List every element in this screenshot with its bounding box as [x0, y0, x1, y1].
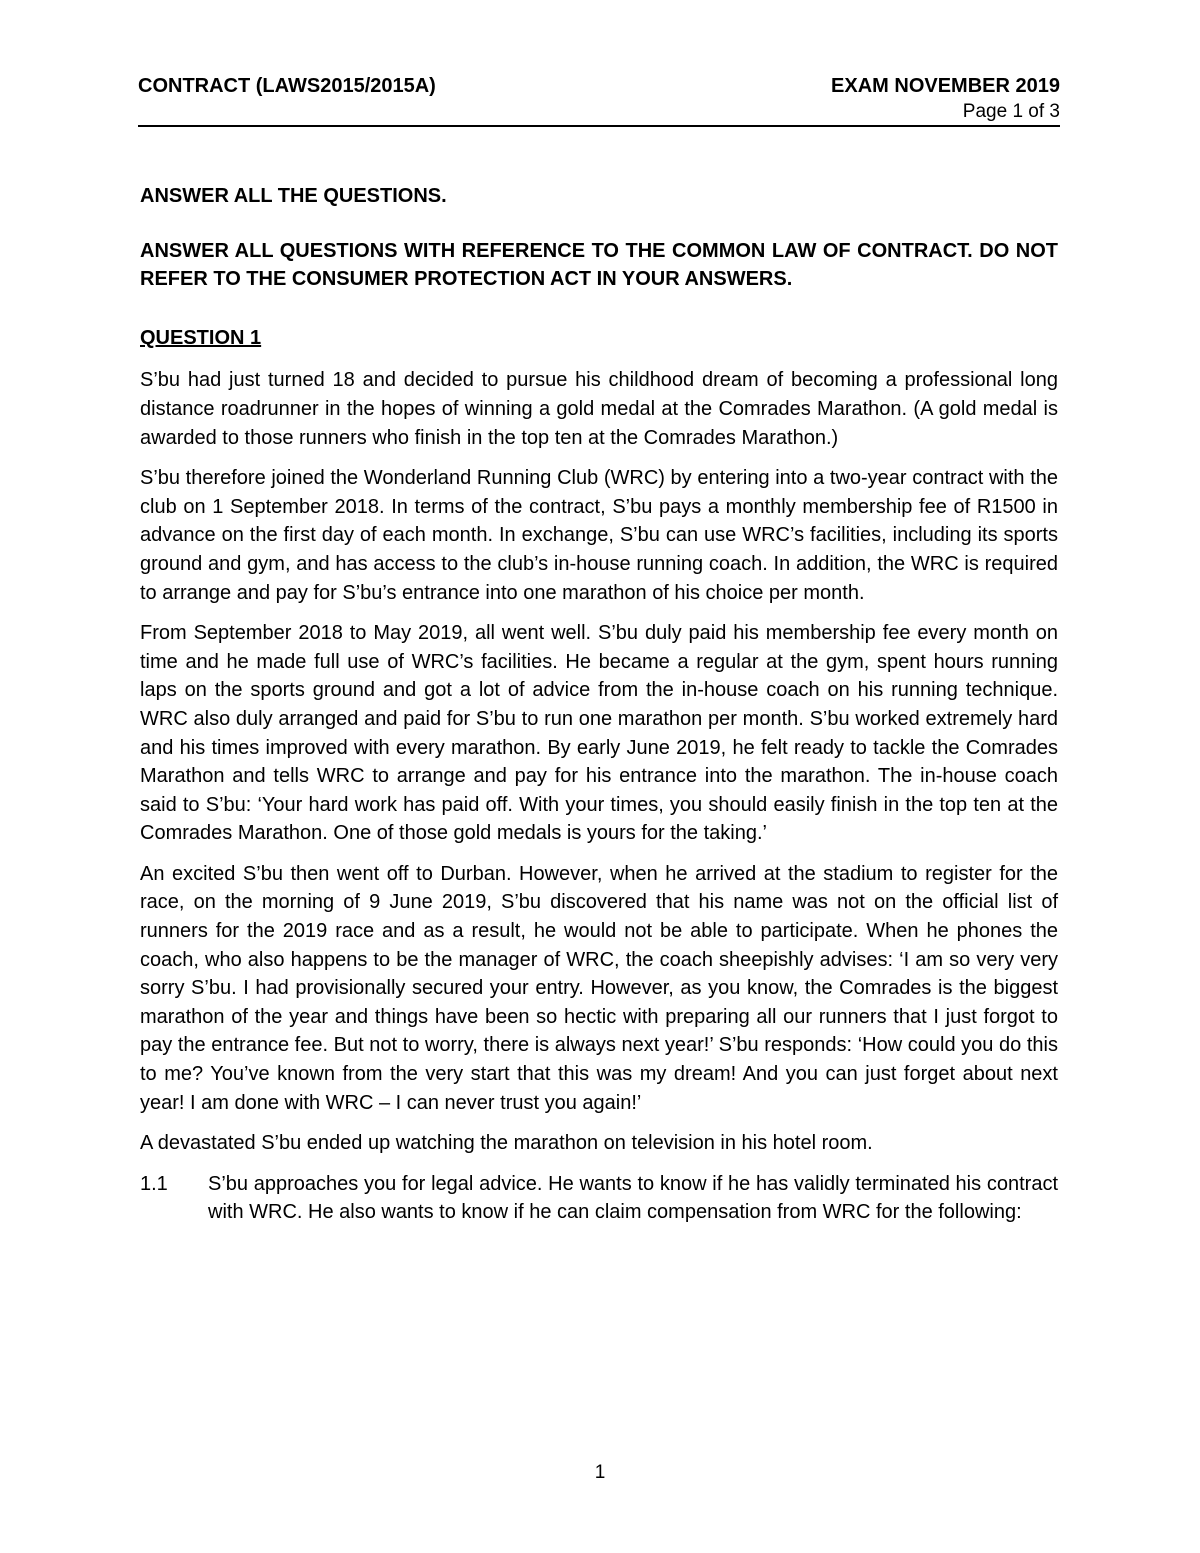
question-1-paragraph-4: An excited S’bu then went off to Durban. However, when he arrived at the stadium to register for the race, on the morning of 9 June 2019, S’bu discovered that his name was not on the official list of runners for the 2019 race and as a result, he would not be able to participate. When he phones the coach, who also happens to be the manager of WRC, the coach sheepishly advises: ‘I am so very very sorry S’bu. I had provisionally secured your entry. However, as you know, the Comrades is the biggest marathon of the year and things have been so hectic with preparing all our runners that I just forgot to pay the entrance fee. But not to worry, there is always next year!’ S’bu responds: ‘How could you do this to me? You’ve known from the very start that this was my dream! And you can just forget about next year! I am done with WRC – I can never trust you again!’	[140, 862, 1058, 1114]
question-1-paragraph-1: S’bu had just turned 18 and decided to pursue his childhood dream of becoming a professional long distance roadrunner in the hopes of winning a gold medal at the Comrades Marathon. (A gold medal is awarded to those runners who finish in the top ten at the Comrades Marathon.)	[140, 369, 1058, 449]
question-1-paragraph-3: From September 2018 to May 2019, all went well. S’bu duly paid his membership fee every month on time and he made full use of WRC’s facilities. He became a regular at the gym, spent hours running laps on the sports ground and got a lot of advice from the in-house coach on his running technique. WRC also duly arranged and paid for S’bu to run one marathon per month. S’bu worked extremely hard and his times improved with every marathon. By early June 2019, he felt ready to tackle the Comrades Marathon and tells WRC to arrange and pay for his entrance into the marathon. The in-house coach said to S’bu: ‘Your hard work has paid off. With your times, you should easily finish in the top ten at the Comrades Marathon. One of those gold medals is yours for the taking.’	[140, 622, 1058, 845]
page-number: 1	[594, 1462, 606, 1483]
question-1-paragraph-5: A devastated S’bu ended up watching the marathon on television in his hotel room.	[140, 1132, 873, 1155]
question-1-heading: QUESTION 1	[140, 326, 262, 349]
instruction-2: ANSWER ALL QUESTIONS WITH REFERENCE TO THE COMMON LAW OF CONTRACT. DO NOT REFER TO THE CONSUMER PROTECTION ACT IN YOUR ANSWERS.	[140, 239, 1058, 291]
sub-question-number: 1.1	[140, 1172, 168, 1195]
exam-title: EXAM NOVEMBER 2019	[831, 75, 1060, 97]
sub-question-1-1	[140, 1170, 1058, 1227]
page-indicator: Page 1 of 3	[962, 101, 1060, 122]
document-body	[140, 182, 1058, 1227]
course-title: CONTRACT (LAWS2015/2015A)	[138, 75, 436, 97]
header-divider	[138, 125, 1060, 127]
sub-question-text: S’bu approaches you for legal advice. He wants to know if he has validly terminated his contract with WRC. He also wants to know if he can claim compensation from WRC for the following:	[208, 1172, 1058, 1224]
instruction-1: ANSWER ALL THE QUESTIONS.	[140, 185, 447, 207]
question-1-paragraph-2: S’bu therefore joined the Wonderland Running Club (WRC) by entering into a two-year contract with the club on 1 September 2018. In terms of the contract, S’bu pays a monthly membership fee of R1500 in advance on the first day of each month. In exchange, S’bu can use WRC’s facilities, including its sports ground and gym, and has access to the club’s in-house running coach. In addition, the WRC is required to arrange and pay for S’bu’s entrance into one marathon of his choice per month.	[140, 467, 1058, 604]
